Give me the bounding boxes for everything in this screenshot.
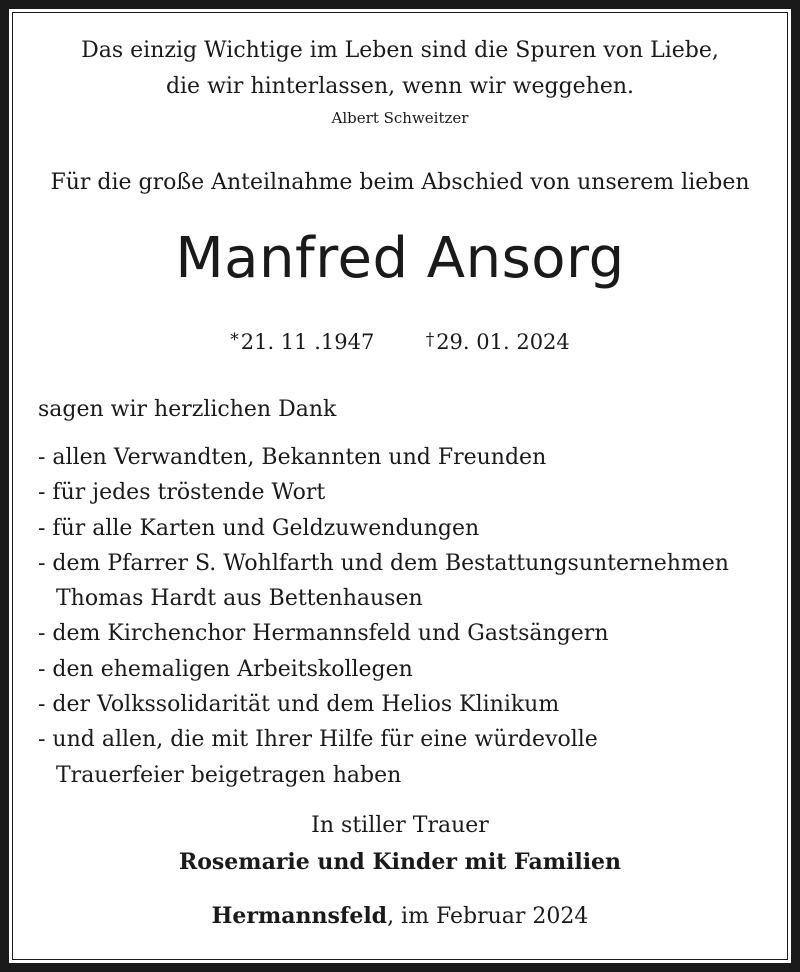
place-name: Hermannsfeld	[211, 903, 388, 929]
list-item-continuation: Trauerfeier beigetragen haben	[56, 762, 402, 788]
thanks-text: sagen wir herzlichen Dank	[38, 397, 337, 422]
notice-date: , im Februar 2024	[387, 904, 589, 929]
list-item: - der Volkssolidarität und dem Helios Klinikum	[38, 692, 560, 718]
deceased-name: Manfred Ansorg	[175, 226, 625, 291]
list-item: - für jedes tröstende Wort	[38, 480, 326, 506]
list-item: - den ehemaligen Arbeitskollegen	[38, 656, 413, 682]
place-date	[0, 903, 800, 929]
thanks-list	[38, 440, 768, 793]
birth-date: 21. 11 .1947	[240, 330, 375, 354]
list-item: - und allen, die mit Ihrer Hilfe für eine würdevolle	[38, 727, 598, 753]
list-item: - dem Kirchenchor Hermannsfeld und Gastsängern	[38, 621, 609, 647]
signature-line-1: In stiller Trauer	[311, 813, 489, 838]
list-item: - dem Pfarrer S. Wohlfarth und dem Bestattungsunternehmen	[38, 550, 729, 576]
life-dates	[0, 330, 800, 354]
list-item: - allen Verwandten, Bekannten und Freunden	[38, 445, 547, 470]
list-item: - für alle Karten und Geldzuwendungen	[38, 515, 480, 541]
birth-star-icon: *	[230, 330, 239, 350]
intro-text: Für die große Anteilnahme beim Abschied von unserem lieben	[50, 170, 750, 195]
quote-line-2: die wir hinterlassen, wenn wir weggehen.	[165, 74, 635, 99]
death-cross-icon: †	[425, 330, 435, 350]
quote-line-1: Das einzig Wichtige im Leben sind die Spuren von Liebe,	[81, 38, 719, 63]
list-item-continuation: Thomas Hardt aus Bettenhausen	[56, 586, 423, 612]
death-date: 29. 01. 2024	[436, 330, 570, 354]
signature-names: Rosemarie und Kinder mit Familien	[178, 849, 622, 875]
quote-author: Albert Schweitzer	[331, 109, 469, 127]
